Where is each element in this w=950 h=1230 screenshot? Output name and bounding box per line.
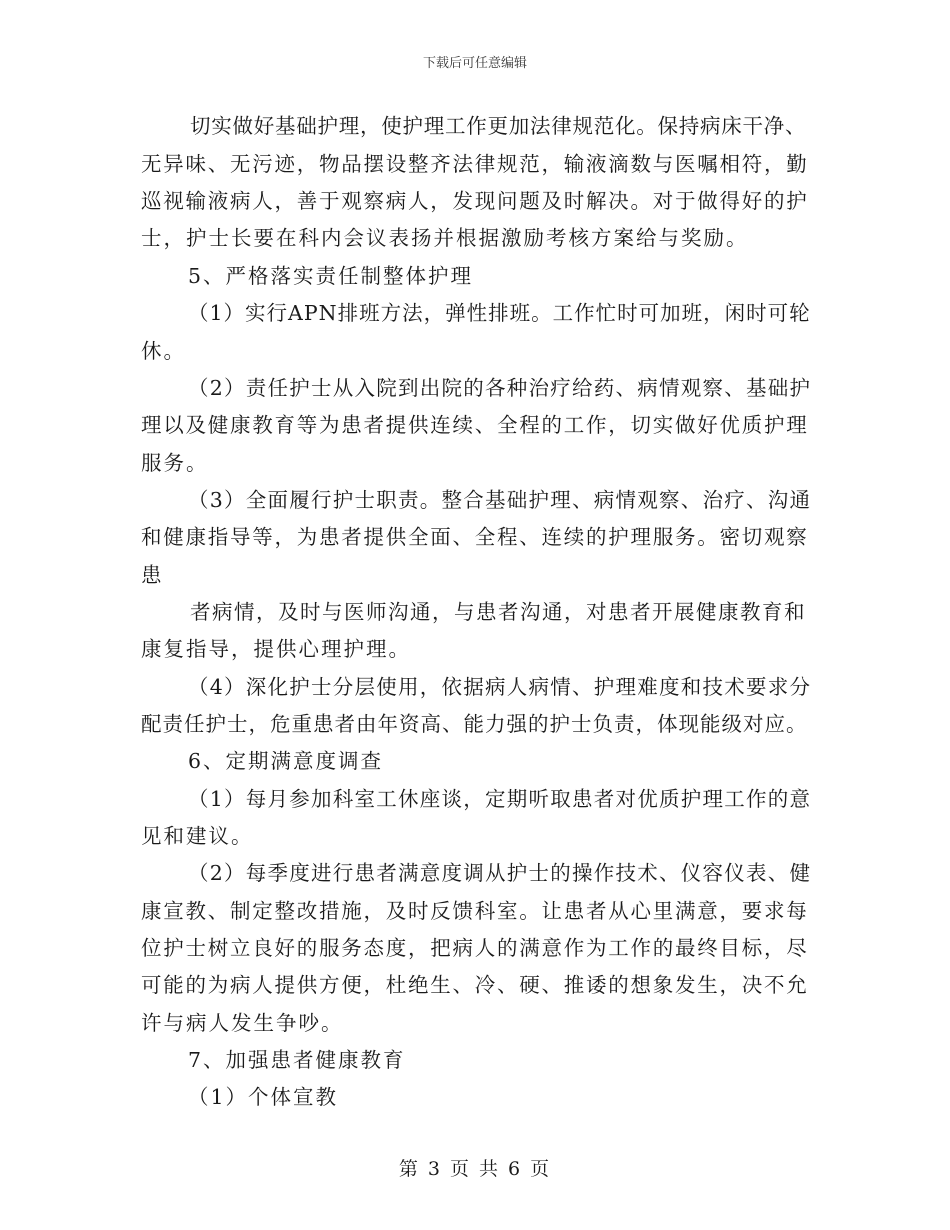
body-line: 患 <box>141 563 164 587</box>
body-line: 理以及健康教育等为患者提供连续、全程的工作，切实做好优质护理 <box>141 413 809 437</box>
body-line: 士，护士长要在科内会议表扬并根据激励考核方案给与奖励。 <box>141 226 749 250</box>
page-number: 第 3 页 共 6 页 <box>398 1158 552 1180</box>
body-line: （3）全面履行护士职责。整合基础护理、病情观察、治疗、沟通 <box>188 488 812 512</box>
body-line: （4）深化护士分层使用，依据病人病情、护理难度和技术要求分 <box>188 675 812 699</box>
section-heading: 7、加强患者健康教育 <box>188 1048 406 1072</box>
body-line: 和健康指导等，为患者提供全面、全程、连续的护理服务。密切观察 <box>141 525 809 549</box>
body-line: 无异味、无污迹，物品摆设整齐法律规范，输液滴数与医嘱相符，勤 <box>141 152 809 176</box>
body-line: （1）个体宣教 <box>188 1085 339 1109</box>
body-line: 配责任护士，危重患者由年资高、能力强的护士负责，体现能级对应。 <box>141 712 808 736</box>
body-line: 见和建议。 <box>141 824 254 848</box>
body-line: 位护士树立良好的服务态度，把病人的满意作为工作的最终目标，尽 <box>141 936 809 960</box>
body-line: 切实做好基础护理，使护理工作更加法律规范化。保持病床干净、 <box>190 114 807 138</box>
body-line: 许与病人发生争吵。 <box>141 1011 344 1035</box>
body-line: （2）责任护士从入院到出院的各种治疗给药、病情观察、基础护 <box>188 376 812 400</box>
body-line: （1）每月参加科室工休座谈，定期听取患者对优质护理工作的意 <box>188 787 812 811</box>
page-header-note: 下载后可任意编辑 <box>422 56 527 71</box>
body-line: 者病情，及时与医师沟通，与患者沟通，对患者开展健康教育和 <box>190 600 806 624</box>
section-heading: 6、定期满意度调查 <box>188 749 384 773</box>
section-heading: 5、严格落实责任制整体护理 <box>188 264 474 288</box>
body-line: 休。 <box>141 339 186 363</box>
body-line: （1）实行APN排班方法，弹性排班。工作忙时可加班，闲时可轮 <box>188 301 811 325</box>
body-line: 可能的为病人提供方便，杜绝生、冷、硬、推诿的想象发生，决不允 <box>141 973 809 997</box>
body-line: （2）每季度进行患者满意度调从护士的操作技术、仪容仪表、健 <box>188 861 812 885</box>
body-line: 巡视输液病人，善于观察病人，发现问题及时解决。对于做得好的护 <box>141 189 809 213</box>
body-line: 服务。 <box>141 451 209 475</box>
body-line: 康复指导，提供心理护理。 <box>141 637 411 661</box>
body-line: 康宣教、制定整改措施，及时反馈科室。让患者从心里满意，要求每 <box>141 899 809 923</box>
